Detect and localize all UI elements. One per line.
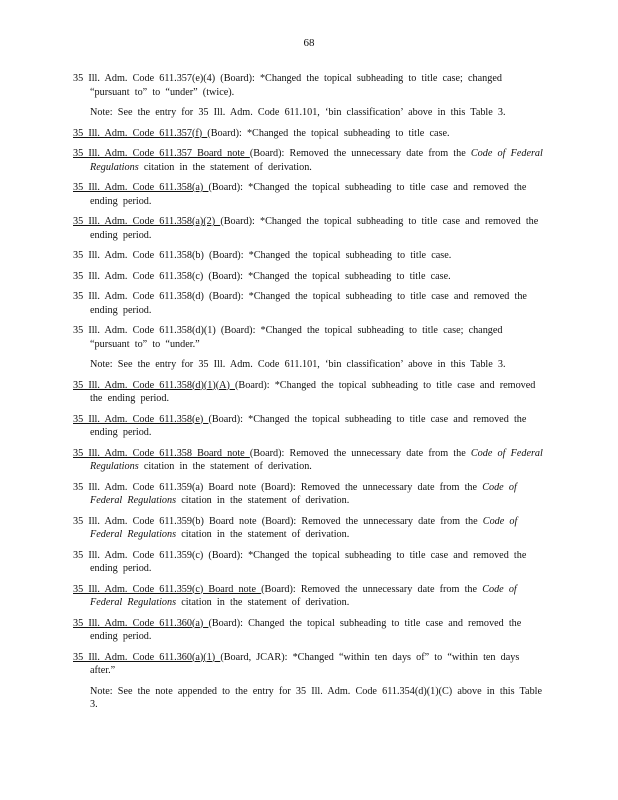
page-number: 68 (303, 37, 315, 49)
table-entry: 35 Ill. Adm. Code 611.359(c) (Board): *Changed the topical subheading to title case and removed the ending period. (73, 549, 527, 574)
entry-citation: 35 Ill. Adm. Code 611.359(c) (73, 549, 204, 561)
entry-italic-citation: Code of Federal Regulations (90, 148, 543, 173)
entry-citation: 35 Ill. Adm. Code 611.358(a) (73, 182, 209, 193)
entry-citation: 35 Ill. Adm. Code 611.359(b) Board note (73, 515, 257, 527)
entry-citation: 35 Ill. Adm. Code 611.358(d) (73, 291, 204, 302)
table-entry: 35 Ill. Adm. Code 611.358(d) (Board): *Changed the topical subheading to title case and removed the ending period. (73, 291, 527, 316)
entry-citation: 35 Ill. Adm. Code 611.360(a)(1) (73, 651, 221, 663)
table-entry: 35 Ill. Adm. Code 611.360(a)(1) (Board, JCAR): *Changed “within ten days of” to “within ten days after.” (73, 651, 520, 676)
entry-citation: 35 Ill. Adm. Code 611.358(c) (73, 270, 204, 282)
entry-italic-citation: Code of Federal Regulations (90, 515, 518, 540)
entry-italic-citation: Code of Federal Regulations (90, 481, 517, 506)
table-note: Note: See the entry for 35 Ill. Adm. Code 611.101, ‘bin classification’ above in this Table 3. (90, 107, 506, 118)
entry-citation: 35 Ill. Adm. Code 611.357(f) (73, 127, 208, 139)
entry-citation: 35 Ill. Adm. Code 611.358(e) (73, 413, 209, 425)
entry-citation: 35 Ill. Adm. Code 611.357(e)(4) (73, 73, 216, 84)
entry-citation: 35 Ill. Adm. Code 611.359(c) Board note (73, 583, 262, 595)
table-entry: 35 Ill. Adm. Code 611.359(b) Board note (Board): Removed the unnecessary date from the Code of Federal Regulations citation in the statement of derivation. (73, 515, 518, 540)
entry-citation: 35 Ill. Adm. Code 611.358(b) (73, 250, 204, 261)
table-entry: 35 Ill. Adm. Code 611.358(a)(2) (Board): *Changed the topical subheading to title case and removed the ending period. (73, 216, 539, 241)
table-entry: 35 Ill. Adm. Code 611.360(a) (Board): Changed the topical subheading to title case and removed the ending period. (73, 617, 522, 642)
entry-citation: 35 Ill. Adm. Code 611.358 Board note (73, 447, 250, 459)
table-note: Note: See the note appended to the entry for 35 Ill. Adm. Code 611.354(d)(1)(C) above in this Table 3. (90, 685, 543, 710)
entry-citation: 35 Ill. Adm. Code 611.358(d)(1)(A) (73, 379, 236, 391)
entry-citation: 35 Ill. Adm. Code 611.358(a)(2) (73, 216, 221, 227)
table-note: Note: See the entry for 35 Ill. Adm. Code 611.101, ‘bin classification’ above in this Table 3. (90, 359, 506, 370)
table-entry: 35 Ill. Adm. Code 611.358(b) (Board): *Changed the topical subheading to title case. (73, 250, 452, 261)
table-entry: 35 Ill. Adm. Code 611.358(d)(1)(A) (Board): *Changed the topical subheading to title case and removed the ending period. (73, 379, 536, 404)
entry-italic-citation: Code of Federal Regulations (90, 583, 517, 608)
table-entry: 35 Ill. Adm. Code 611.359(a) Board note (Board): Removed the unnecessary date from the Code of Federal Regulations citation in the statement of derivation. (73, 481, 517, 506)
table-entry: 35 Ill. Adm. Code 611.358(c) (Board): *Changed the topical subheading to title case. (73, 270, 451, 282)
entry-citation: 35 Ill. Adm. Code 611.360(a) (73, 617, 209, 629)
entry-citation: 35 Ill. Adm. Code 611.358(d)(1) (73, 325, 216, 336)
table-entry: 35 Ill. Adm. Code 611.358(e) (Board): *Changed the topical subheading to title case and removed the ending period. (73, 413, 527, 438)
entry-citation: 35 Ill. Adm. Code 611.359(a) Board note (73, 481, 257, 493)
entry-citation: 35 Ill. Adm. Code 611.357 Board note (73, 148, 250, 159)
table-entries (73, 72, 545, 719)
table-entry: 35 Ill. Adm. Code 611.358(a) (Board): *Changed the topical subheading to title case and removed the ending period. (73, 182, 527, 207)
table-entry: 35 Ill. Adm. Code 611.357(f) (Board): *Changed the topical subheading to title case. (73, 127, 450, 139)
table-entry: 35 Ill. Adm. Code 611.359(c) Board note (Board): Removed the unnecessary date from the Code of Federal Regulations citation in the statement of derivation. (73, 583, 517, 608)
table-entry: 35 Ill. Adm. Code 611.357 Board note (Board): Removed the unnecessary date from the Code of Federal Regulations citation in the statement of derivation. (73, 148, 543, 173)
entry-italic-citation: Code of Federal Regulations (90, 447, 543, 472)
table-entry: 35 Ill. Adm. Code 611.358 Board note (Board): Removed the unnecessary date from the Code of Federal Regulations citation in the statement of derivation. (73, 447, 543, 472)
table-entry: 35 Ill. Adm. Code 611.358(d)(1) (Board): *Changed the topical subheading to title case; changed “pursuant to” to “under.” (73, 325, 503, 350)
table-entry: 35 Ill. Adm. Code 611.357(e)(4) (Board): *Changed the topical subheading to title case; changed “pursuant to” to “under” (twice). (73, 73, 502, 98)
